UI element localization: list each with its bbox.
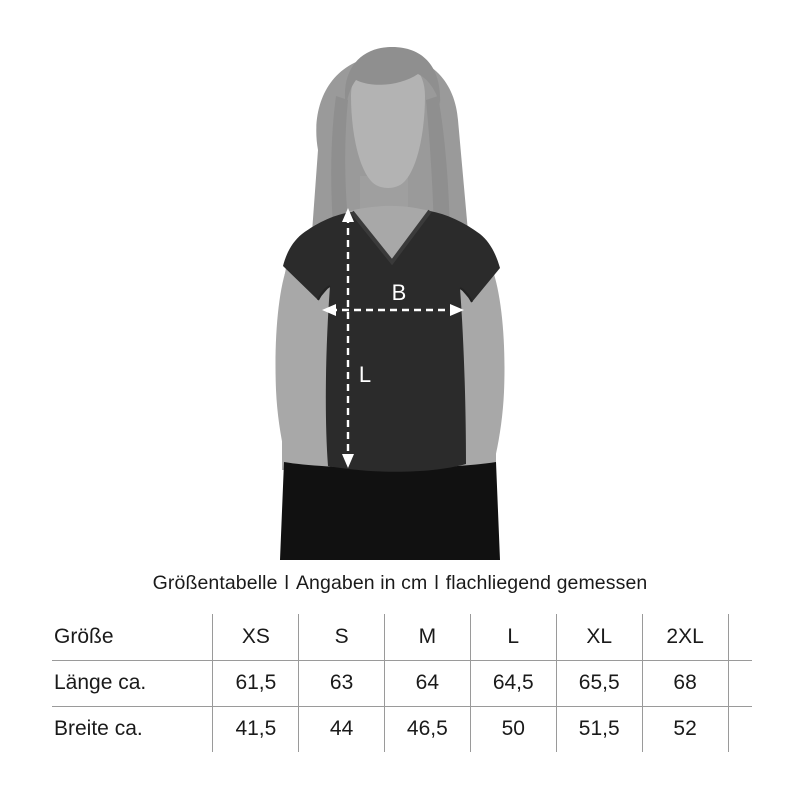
laenge-m: 64 (384, 660, 470, 706)
breite-xs: 41,5 (213, 706, 299, 752)
table-header-size-4: XL (556, 614, 642, 660)
table-header-row (52, 614, 752, 660)
laenge-s: 63 (299, 660, 385, 706)
table-header-size-0: XS (213, 614, 299, 660)
row-label-laenge: Länge ca. (52, 660, 213, 706)
caption-part-2: Angaben in cm (295, 572, 428, 594)
table-header-size-1: S (299, 614, 385, 660)
width-label: B (391, 280, 407, 305)
laenge-end-rule (728, 660, 752, 706)
breite-2xl: 52 (642, 706, 728, 752)
table-row (52, 660, 752, 706)
laenge-xs: 61,5 (213, 660, 299, 706)
size-table (52, 614, 752, 752)
chart-caption (0, 572, 800, 595)
laenge-2xl: 68 (642, 660, 728, 706)
breite-xl: 51,5 (556, 706, 642, 752)
breite-end-rule (728, 706, 752, 752)
caption-part-3: flachliegend gemessen (445, 572, 648, 594)
caption-part-1: Größentabelle (152, 572, 278, 594)
breite-m: 46,5 (384, 706, 470, 752)
table-header-size-3: L (470, 614, 556, 660)
laenge-l: 64,5 (470, 660, 556, 706)
pants-shape (280, 462, 500, 560)
caption-separator-1: l (284, 572, 289, 594)
row-label-breite: Breite ca. (54, 717, 143, 741)
laenge-xl: 65,5 (556, 660, 642, 706)
breite-s: 44 (299, 706, 385, 752)
table-header-end-rule (728, 614, 752, 660)
length-label: L (358, 362, 372, 387)
table-header-size-2: M (384, 614, 470, 660)
table-header-label: Größe (52, 614, 213, 660)
table-header-size-5: 2XL (642, 614, 728, 660)
caption-separator-2: l (434, 572, 439, 594)
table-row (52, 706, 752, 752)
breite-l: 50 (470, 706, 556, 752)
